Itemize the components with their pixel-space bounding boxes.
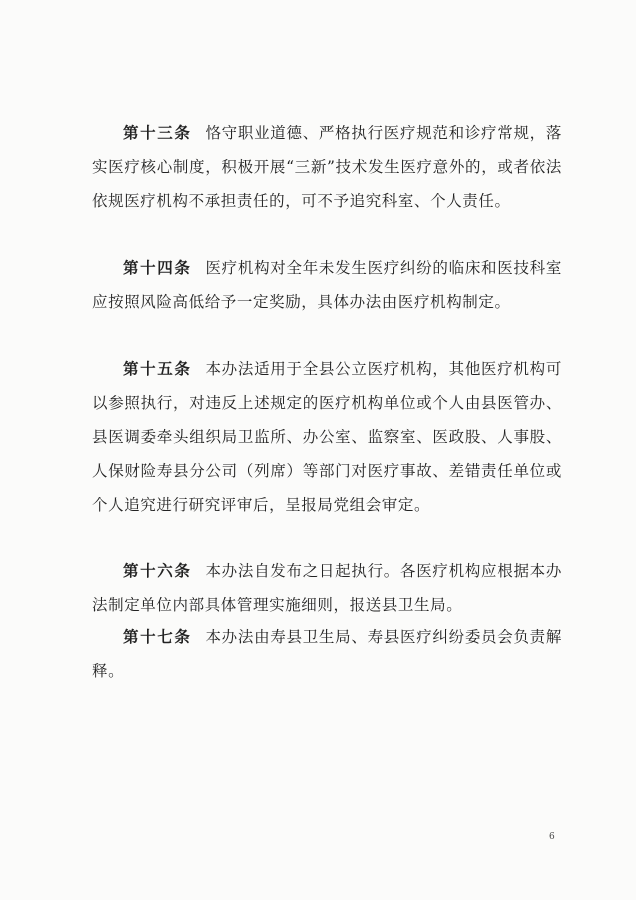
article-14 — [92, 251, 562, 319]
article-15 — [92, 352, 562, 522]
article-15-heading: 第十五条 — [123, 359, 192, 378]
article-16-heading: 第十六条 — [123, 561, 192, 580]
article-13-heading: 第十三条 — [123, 123, 192, 142]
article-17-text: 本办法由寿县卫生局、寿县医疗纠纷委员会负责解释。 — [92, 628, 562, 680]
article-16-text: 本办法自发布之日起执行。各医疗机构应根据本办法制定单位内部具体管理实施细则，报送县卫生局。 — [92, 562, 562, 614]
article-13 — [92, 116, 562, 218]
article-14-text: 医疗机构对全年未发生医疗纠纷的临床和医技科室应按照风险高低给予一定奖励，具体办法由医疗机构制定。 — [92, 259, 562, 311]
page-number: 6 — [549, 832, 555, 842]
article-15-text: 本办法适用于全县公立医疗机构，其他医疗机构可以参照执行，对违反上述规定的医疗机构单位或个人由县医管办、县医调委牵头组织局卫监所、办公室、监察室、医政股、人事股、人保财险寿县分公司（列席）等部门对医疗事故、差错责任单位或个人追究进行研究评审后，呈报局党组会审定。 — [92, 360, 562, 514]
article-16 — [92, 554, 562, 622]
article-17-heading: 第十七条 — [123, 627, 192, 646]
article-13-text: 恪守职业道德、严格执行医疗规范和诊疗常规，落实医疗核心制度，积极开展“三新”技术发生医疗意外的，或者依法依规医疗机构不承担责任的，可不予追究科室、个人责任。 — [92, 124, 562, 210]
article-14-heading: 第十四条 — [123, 258, 192, 277]
article-17 — [92, 620, 562, 688]
